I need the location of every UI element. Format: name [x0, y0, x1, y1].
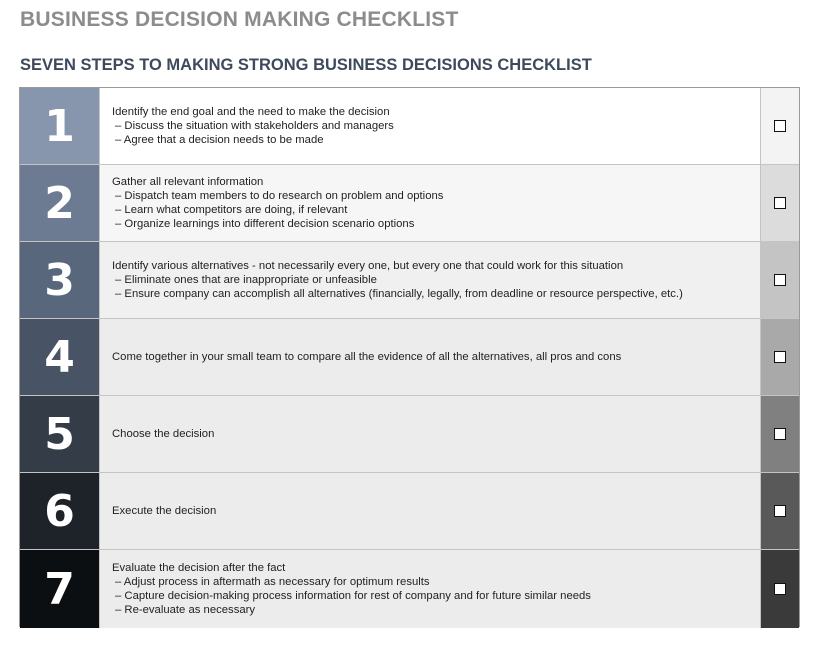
document-title: BUSINESS DECISION MAKING CHECKLIST: [20, 8, 459, 31]
step-main-text: Identify various alternatives - not necessarily every one, but every one that could work for this situation: [112, 260, 624, 272]
step-checkbox[interactable]: [774, 428, 786, 440]
checkbox-cell: [761, 550, 799, 628]
checkbox-cell: [761, 473, 799, 549]
step-sub-item: – Adjust process in aftermath as necessary for optimum results: [115, 576, 430, 588]
step-checkbox[interactable]: [774, 583, 786, 595]
checklist-step-5: [20, 396, 799, 473]
step-main-text: Come together in your small team to compare all the evidence of all the alternatives, all pros and cons: [112, 351, 622, 363]
step-number: 2: [20, 165, 99, 241]
step-main-text: Evaluate the decision after the fact: [112, 562, 286, 574]
checklist-subtitle: SEVEN STEPS TO MAKING STRONG BUSINESS DECISIONS CHECKLIST: [20, 56, 592, 74]
checkbox-cell: [761, 88, 799, 164]
step-main-text: Execute the decision: [112, 505, 217, 517]
step-checkbox[interactable]: [774, 505, 786, 517]
step-sub-item: – Capture decision-making process information for rest of company and for future similar needs: [115, 590, 591, 602]
checkbox-cell: [761, 242, 799, 318]
step-content: [99, 88, 761, 164]
step-number: 5: [20, 396, 99, 472]
step-checkbox[interactable]: [774, 351, 786, 363]
step-content: [99, 165, 761, 241]
step-checkbox[interactable]: [774, 274, 786, 286]
step-content: [99, 319, 761, 395]
step-sub-item: – Dispatch team members to do research on problem and options: [115, 190, 444, 202]
step-sub-item: – Re-evaluate as necessary: [115, 604, 256, 616]
checklist-step-7: [20, 550, 799, 628]
step-number: 4: [20, 319, 99, 395]
step-sub-item: – Discuss the situation with stakeholders and managers: [115, 120, 394, 132]
step-content: [99, 550, 761, 628]
step-number: 3: [20, 242, 99, 318]
step-number: 1: [20, 88, 99, 164]
step-main-text: Choose the decision: [112, 428, 215, 440]
checkbox-cell: [761, 165, 799, 241]
step-main-text: Gather all relevant information: [112, 176, 264, 188]
step-main-text: Identify the end goal and the need to make the decision: [112, 106, 390, 118]
step-content: [99, 242, 761, 318]
checkbox-cell: [761, 319, 799, 395]
step-checkbox[interactable]: [774, 120, 786, 132]
step-number: 6: [20, 473, 99, 549]
step-content: [99, 396, 761, 472]
step-sub-item: – Eliminate ones that are inappropriate or unfeasible: [115, 274, 377, 286]
checklist-step-3: [20, 242, 799, 319]
step-number: 7: [20, 550, 99, 628]
step-content: [99, 473, 761, 549]
checklist-step-2: [20, 165, 799, 242]
step-sub-item: – Organize learnings into different decision scenario options: [115, 218, 415, 230]
step-checkbox[interactable]: [774, 197, 786, 209]
checklist-step-6: [20, 473, 799, 550]
checklist-step-1: [20, 88, 799, 165]
step-sub-item: – Learn what competitors are doing, if relevant: [115, 204, 348, 216]
checklist-step-4: [20, 319, 799, 396]
checklist-table: [19, 87, 800, 627]
checkbox-cell: [761, 396, 799, 472]
step-sub-item: – Agree that a decision needs to be made: [115, 134, 324, 146]
step-sub-item: – Ensure company can accomplish all alternatives (financially, legally, from deadline or resource perspective, etc.): [115, 288, 683, 300]
